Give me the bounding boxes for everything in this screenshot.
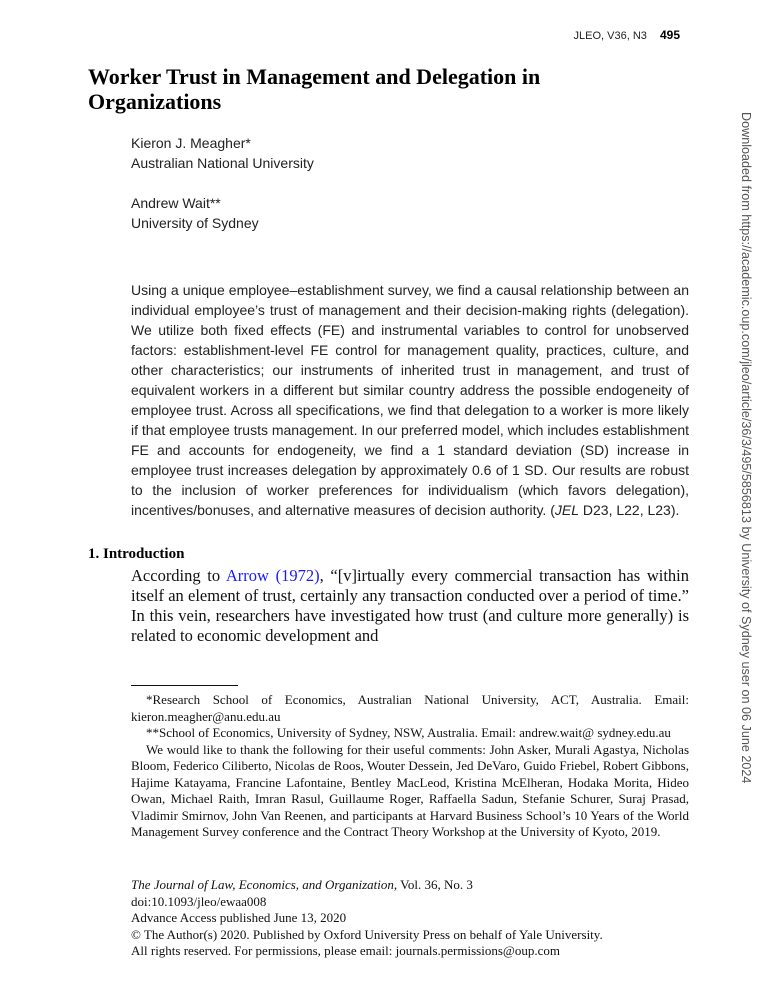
journal-reference: JLEO, V36, N3 <box>573 30 647 42</box>
footnote-divider <box>131 685 238 686</box>
citation-link-arrow-1972[interactable]: Arrow (1972) <box>225 566 320 585</box>
journal-citation <box>131 877 731 894</box>
paragraph-text: According to <box>131 566 226 585</box>
author-name: Andrew Wait** <box>131 195 221 211</box>
publication-info <box>131 877 731 960</box>
author-1 <box>131 133 314 173</box>
advance-access-date: Advance Access published June 13, 2020 <box>131 910 347 925</box>
footnote-author-2: **School of Economics, University of Sydney, NSW, Australia. Email: andrew.wait@ sydney.edu.au <box>146 725 671 740</box>
paragraph-text: , “[v]irtually every commercial transaction has within itself an element of trust, certainly any transaction conducted over a period of time.” In this vein, researchers have investigated how trust (and culture more generally) is related to economic development and <box>131 566 689 645</box>
article-title: Worker Trust in Management and Delegation in Organizations <box>88 64 541 114</box>
volume-issue: Vol. 36, No. 3 <box>397 877 473 892</box>
author-name: Kieron J. Meagher* <box>131 135 251 151</box>
page-number: 495 <box>659 28 680 42</box>
footnotes <box>131 692 689 841</box>
introduction-paragraph <box>131 566 689 646</box>
author-list <box>131 133 314 253</box>
running-head <box>574 28 680 42</box>
jel-codes: D23, L22, L23). <box>579 502 680 518</box>
abstract <box>131 280 689 520</box>
doi: doi:10.1093/jleo/ewaa008 <box>131 893 267 909</box>
author-affiliation: University of Sydney <box>131 215 259 231</box>
footnote-author-1: *Research School of Economics, Australian National University, ACT, Australia. Email: kieron.meagher@anu.edu.au <box>131 692 689 724</box>
download-watermark: Downloaded from https://academic.oup.com/jleo/article/36/3/495/5856813 by University of Sydney user on 06 June 2024 <box>739 112 753 784</box>
rights-notice: All rights reserved. For permissions, please email: journals.permissions@oup.com <box>131 943 560 958</box>
journal-name: The Journal of Law, Economics, and Organization, <box>131 877 398 892</box>
section-heading-introduction: 1. Introduction <box>88 546 185 562</box>
jel-label: JEL <box>554 502 579 518</box>
copyright-notice: © The Author(s) 2020. Published by Oxford University Press on behalf of Yale University. <box>131 926 603 942</box>
author-affiliation: Australian National University <box>131 155 314 171</box>
abstract-text: Using a unique employee–establishment survey, we find a causal relationship between an individual employee’s trust of management and their decision-making rights (delegation). We utilize both fixed effects (FE) and instrumental variables to control for unobserved factors: establishment-level FE control for management quality, practices, culture, and other characteristics; our instruments of inherited trust in management, and trust of equivalent workers in a different but similar country address the possible endogeneity of employee trust. Across all specifications, we find that delegation to a worker is more likely if that employee trusts management. In our preferred model, which includes establishment FE and accounts for endogeneity, we find a 1 standard deviation (SD) increase in employee trust increases delegation by approximately 0.6 of 1 SD. Our results are robust to the inclusion of worker preferences for individualism (which favors delegation), incentives/bonuses, and alternative measures of decision authority. ( <box>131 282 689 518</box>
footnote-acknowledgments: We would like to thank the following for their useful comments: John Asker, Murali Agastya, Nicholas Bloom, Federico Ciliberto, Nicolas de Roos, Wouter Dessein, Jed DeVaro, Guido Friebel, Robert Gibbons, Hajime Katayama, Francine Lafontaine, Bentley MacLeod, Kristina McElheran, Hodaka Morita, Hideo Owan, Michael Raith, Imran Rasul, Guillaume Roger, Raffaella Sadun, Stefanie Schurer, Suraj Prasad, Vladimir Smirnov, John Van Reenen, and participants at Harvard Business School’s 10 Years of the World Management Survey conference and the Contract Theory Workshop at the University of Kyoto, 2019. <box>131 741 689 839</box>
author-2 <box>131 193 314 233</box>
